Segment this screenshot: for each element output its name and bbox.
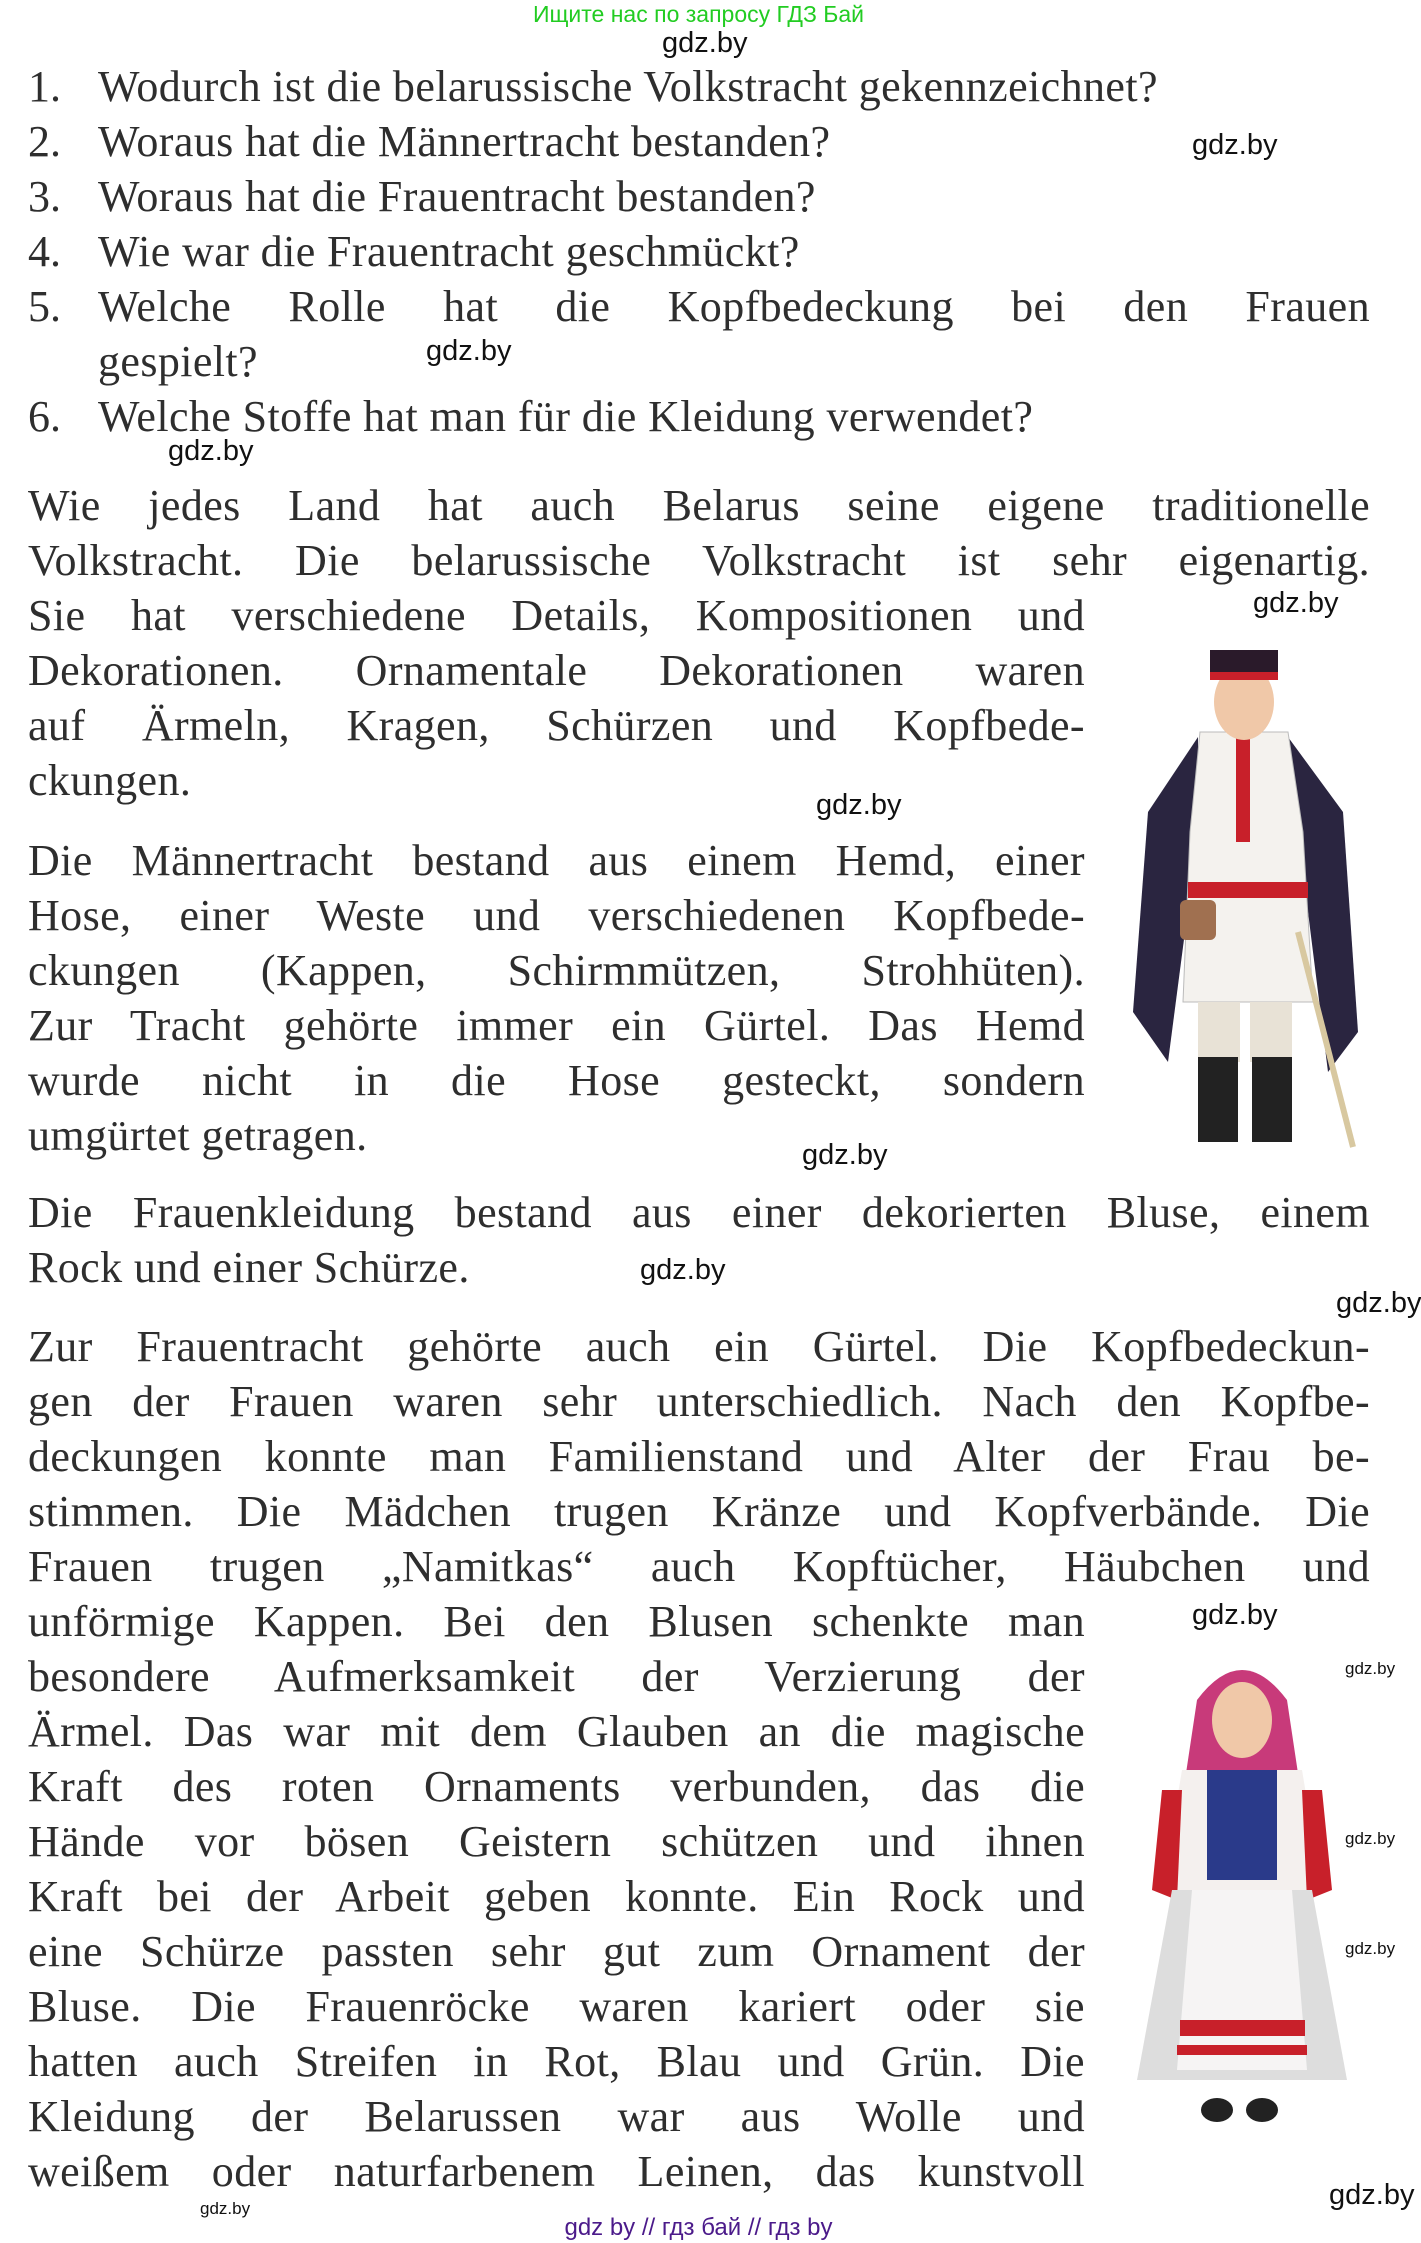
watermark: gdz.by bbox=[1329, 2179, 1415, 2211]
question-text: Welche Stoffe hat man für die Kleidung verwendet? bbox=[98, 392, 1034, 441]
paragraph-line: Ärmel. Das war mit dem Glauben an die magische bbox=[28, 1707, 1085, 1756]
paragraph-line: Die Männertracht bestand aus einem Hemd, einer bbox=[28, 836, 1085, 885]
question-number: 4. bbox=[28, 227, 61, 276]
question-number: 6. bbox=[28, 392, 61, 441]
watermark: gdz.by bbox=[1345, 1939, 1396, 1958]
watermark: gdz.by bbox=[1192, 1599, 1278, 1631]
question-number: 5. bbox=[28, 282, 61, 331]
paragraph-line: auf Ärmeln, Kragen, Schürzen und Kopfbede- bbox=[28, 701, 1085, 750]
footer-links: gdz by // гдз бай // гдз by bbox=[564, 2214, 833, 2241]
question-text: Woraus hat die Frauentracht bestanden? bbox=[98, 172, 816, 221]
watermark: gdz.by bbox=[168, 435, 254, 467]
paragraph-line: stimmen. Die Mädchen trugen Kränze und Kopfverbände. Die bbox=[28, 1487, 1370, 1536]
watermark: gdz.by bbox=[816, 789, 902, 821]
paragraph-line: weißem oder naturfarbenem Leinen, das kunstvoll bbox=[28, 2147, 1085, 2196]
paragraph-line: Kleidung der Belarussen war aus Wolle und bbox=[28, 2092, 1085, 2141]
paragraph-line: Bluse. Die Frauenröcke waren kariert oder sie bbox=[28, 1982, 1085, 2031]
paragraph-line: Rock und einer Schürze. bbox=[28, 1243, 470, 1292]
search-banner: Ищите нас по запросу ГДЗ Бай bbox=[532, 1, 865, 27]
watermark: gdz.by bbox=[1336, 1287, 1421, 1319]
paragraph-line: Die Frauenkleidung bestand aus einer dekorierten Bluse, einem bbox=[28, 1188, 1370, 1237]
paragraph-line: ckungen. bbox=[28, 756, 192, 805]
question-number: 3. bbox=[28, 172, 61, 221]
watermark: gdz.by bbox=[802, 1139, 888, 1171]
paragraph-line: umgürtet getragen. bbox=[28, 1111, 368, 1160]
paragraph-line: Hände vor bösen Geistern schützen und ihnen bbox=[28, 1817, 1085, 1866]
paragraph-line: eine Schürze passten sehr gut zum Ornament der bbox=[28, 1927, 1085, 1976]
question-text: Wie war die Frauentracht geschmückt? bbox=[98, 227, 800, 276]
paragraph-line: Volkstracht. Die belarussische Volkstracht ist sehr eigenartig. bbox=[28, 536, 1370, 585]
paragraph-line: ckungen (Kappen, Schirmmützen, Strohhüten). bbox=[28, 946, 1085, 995]
watermark: gdz.by bbox=[1192, 129, 1278, 161]
question-text: gespielt? bbox=[98, 337, 258, 386]
paragraph-line: Hose, einer Weste und verschiedenen Kopfbede- bbox=[28, 891, 1085, 940]
paragraph-line: Zur Frauentracht gehörte auch ein Gürtel. Die Kopfbedeckun- bbox=[28, 1322, 1370, 1371]
paragraph-line: hatten auch Streifen in Rot, Blau und Grün. Die bbox=[28, 2037, 1085, 2086]
watermark: gdz.by bbox=[200, 2199, 251, 2218]
paragraph-line: Sie hat verschiedene Details, Kompositionen und bbox=[28, 591, 1085, 640]
question-number: 2. bbox=[28, 117, 61, 166]
paragraph-line: Dekorationen. Ornamentale Dekorationen waren bbox=[28, 646, 1085, 695]
question-text: Wodurch ist die belarussische Volkstracht gekennzeichnet? bbox=[98, 62, 1158, 111]
watermark: gdz.by bbox=[426, 335, 512, 367]
paragraph-line: Kraft bei der Arbeit geben konnte. Ein Rock und bbox=[28, 1872, 1085, 1921]
paragraph-line: Wie jedes Land hat auch Belarus seine eigene traditionelle bbox=[28, 481, 1370, 530]
question-number: 1. bbox=[28, 62, 61, 111]
paragraph-line: wurde nicht in die Hose gesteckt, sondern bbox=[28, 1056, 1085, 1105]
paragraph-line: besondere Aufmerksamkeit der Verzierung der bbox=[28, 1652, 1085, 1701]
watermark: gdz.by bbox=[1345, 1829, 1396, 1848]
woman-costume-illustration bbox=[1122, 1640, 1362, 2148]
watermark: gdz.by bbox=[662, 27, 748, 59]
paragraph-line: gen der Frauen waren sehr unterschiedlich. Nach den Kopfbe- bbox=[28, 1377, 1370, 1426]
watermark: gdz.by bbox=[640, 1254, 726, 1286]
paragraph-line: unförmige Kappen. Bei den Blusen schenkte man bbox=[28, 1597, 1085, 1646]
paragraph-line: Kraft des roten Ornaments verbunden, das die bbox=[28, 1762, 1085, 1811]
watermark: gdz.by bbox=[1253, 587, 1339, 619]
paragraph-line: deckungen konnte man Familienstand und Alter der Frau be- bbox=[28, 1432, 1370, 1481]
question-text: Woraus hat die Männertracht bestanden? bbox=[98, 117, 831, 166]
paragraph-line: Frauen trugen „Namitkas“ auch Kopftücher, Häubchen und bbox=[28, 1542, 1370, 1591]
paragraph-line: Zur Tracht gehörte immer ein Gürtel. Das Hemd bbox=[28, 1001, 1085, 1050]
man-costume-illustration bbox=[1128, 632, 1364, 1154]
question-text: Welche Rolle hat die Kopfbedeckung bei den Frauen bbox=[98, 282, 1370, 331]
watermark: gdz.by bbox=[1345, 1659, 1396, 1678]
